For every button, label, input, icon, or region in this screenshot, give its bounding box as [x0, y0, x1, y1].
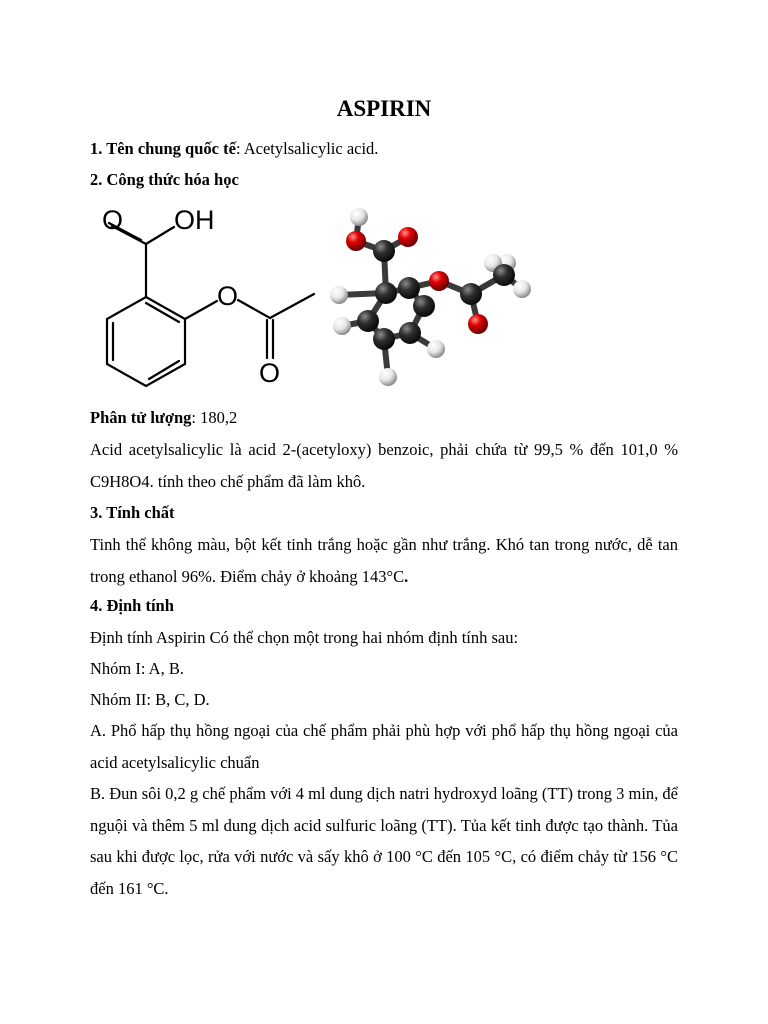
carbon-atom — [375, 282, 397, 304]
carbon-atom — [373, 328, 395, 350]
ester-o-bond — [185, 301, 217, 319]
carbon-atom — [357, 310, 379, 332]
molecular-weight-line — [90, 407, 237, 429]
section-1-label: 1. Tên chung quốc tế — [90, 139, 236, 158]
label-o-acid: O — [102, 205, 124, 235]
label-o-ester-carbonyl: O — [259, 358, 281, 388]
section-3-heading: 3. Tính chất — [90, 503, 175, 522]
group-1-line: Nhóm I: A, B. — [90, 659, 184, 678]
carbon-atom — [493, 264, 515, 286]
oxygen-atom — [346, 231, 366, 251]
hydrogen-atom — [330, 286, 348, 304]
hydroxyl-bond — [146, 227, 174, 244]
properties-text: Tinh thể không màu, bột kết tinh trắng hoặc gần như trắng. Khó tan trong nước, dễ tan trong ethanol 96%. Điểm chảy ở khoảng 143°C — [90, 535, 678, 586]
oxygen-atom — [429, 271, 449, 291]
methyl-bond — [270, 294, 314, 318]
carbon-atom — [413, 295, 435, 317]
hydrogen-atom — [333, 317, 351, 335]
test-b-paragraph: B. Đun sôi 0,2 g chế phẩm với 4 ml dung dịch natri hydroxyd loãng (TT) trong 3 min, để nguội và thêm 5 ml dung dịch acid sulfuric loãng (TT). Tủa kết tinh được tạo thành. Tủa sau khi được lọc, rửa với nước và sấy khô ở 100 °C đến 105 °C, có điểm chảy từ 156 °C đến 161 °C. — [90, 784, 678, 898]
hydrogen-atom — [427, 340, 445, 358]
carbon-atom — [460, 283, 482, 305]
oxygen-atom — [468, 314, 488, 334]
oxygen-atom — [398, 227, 418, 247]
test-a-paragraph: A. Phổ hấp thụ hồng ngoại của chế phẩm phải phù hợp với phổ hấp thụ hồng ngoại của acid acetylsalicylic chuẩn — [90, 721, 678, 772]
hydrogen-atom — [513, 280, 531, 298]
group-2-line: Nhóm II: B, C, D. — [90, 690, 210, 709]
page-title: ASPIRIN — [336, 96, 432, 121]
ester-c-bond — [238, 300, 270, 318]
properties-end: . — [404, 566, 409, 586]
section-1-line — [90, 138, 378, 160]
aspirin-ball-and-stick-model — [326, 203, 536, 393]
molecular-weight-label: Phân tử lượng — [90, 408, 192, 427]
carbon-atom — [373, 240, 395, 262]
carbon-atom — [398, 277, 420, 299]
label-o-ester: O — [217, 281, 239, 311]
aspirin-structural-formula — [90, 200, 320, 395]
section-1-value: : Acetylsalicylic acid. — [235, 139, 379, 158]
carbon-atom — [399, 322, 421, 344]
identification-intro: Định tính Aspirin Có thể chọn một trong hai nhóm định tính sau: — [90, 628, 519, 647]
properties-paragraph — [90, 529, 678, 592]
hydrogen-atom — [379, 368, 397, 386]
label-oh: OH — [174, 205, 215, 235]
definition-paragraph: Acid acetylsalicylic là acid 2-(acetyloxy) benzoic, phải chứa từ 99,5 % đến 101,0 % C9H8O4. tính theo chế phẩm đã làm khô. — [90, 440, 678, 491]
section-4-heading: 4. Định tính — [90, 596, 174, 615]
hydrogen-atom — [350, 208, 368, 226]
benzene-ring — [107, 297, 185, 386]
molecular-weight-value: : 180,2 — [191, 408, 238, 427]
section-2-heading: 2. Công thức hóa học — [90, 170, 239, 189]
